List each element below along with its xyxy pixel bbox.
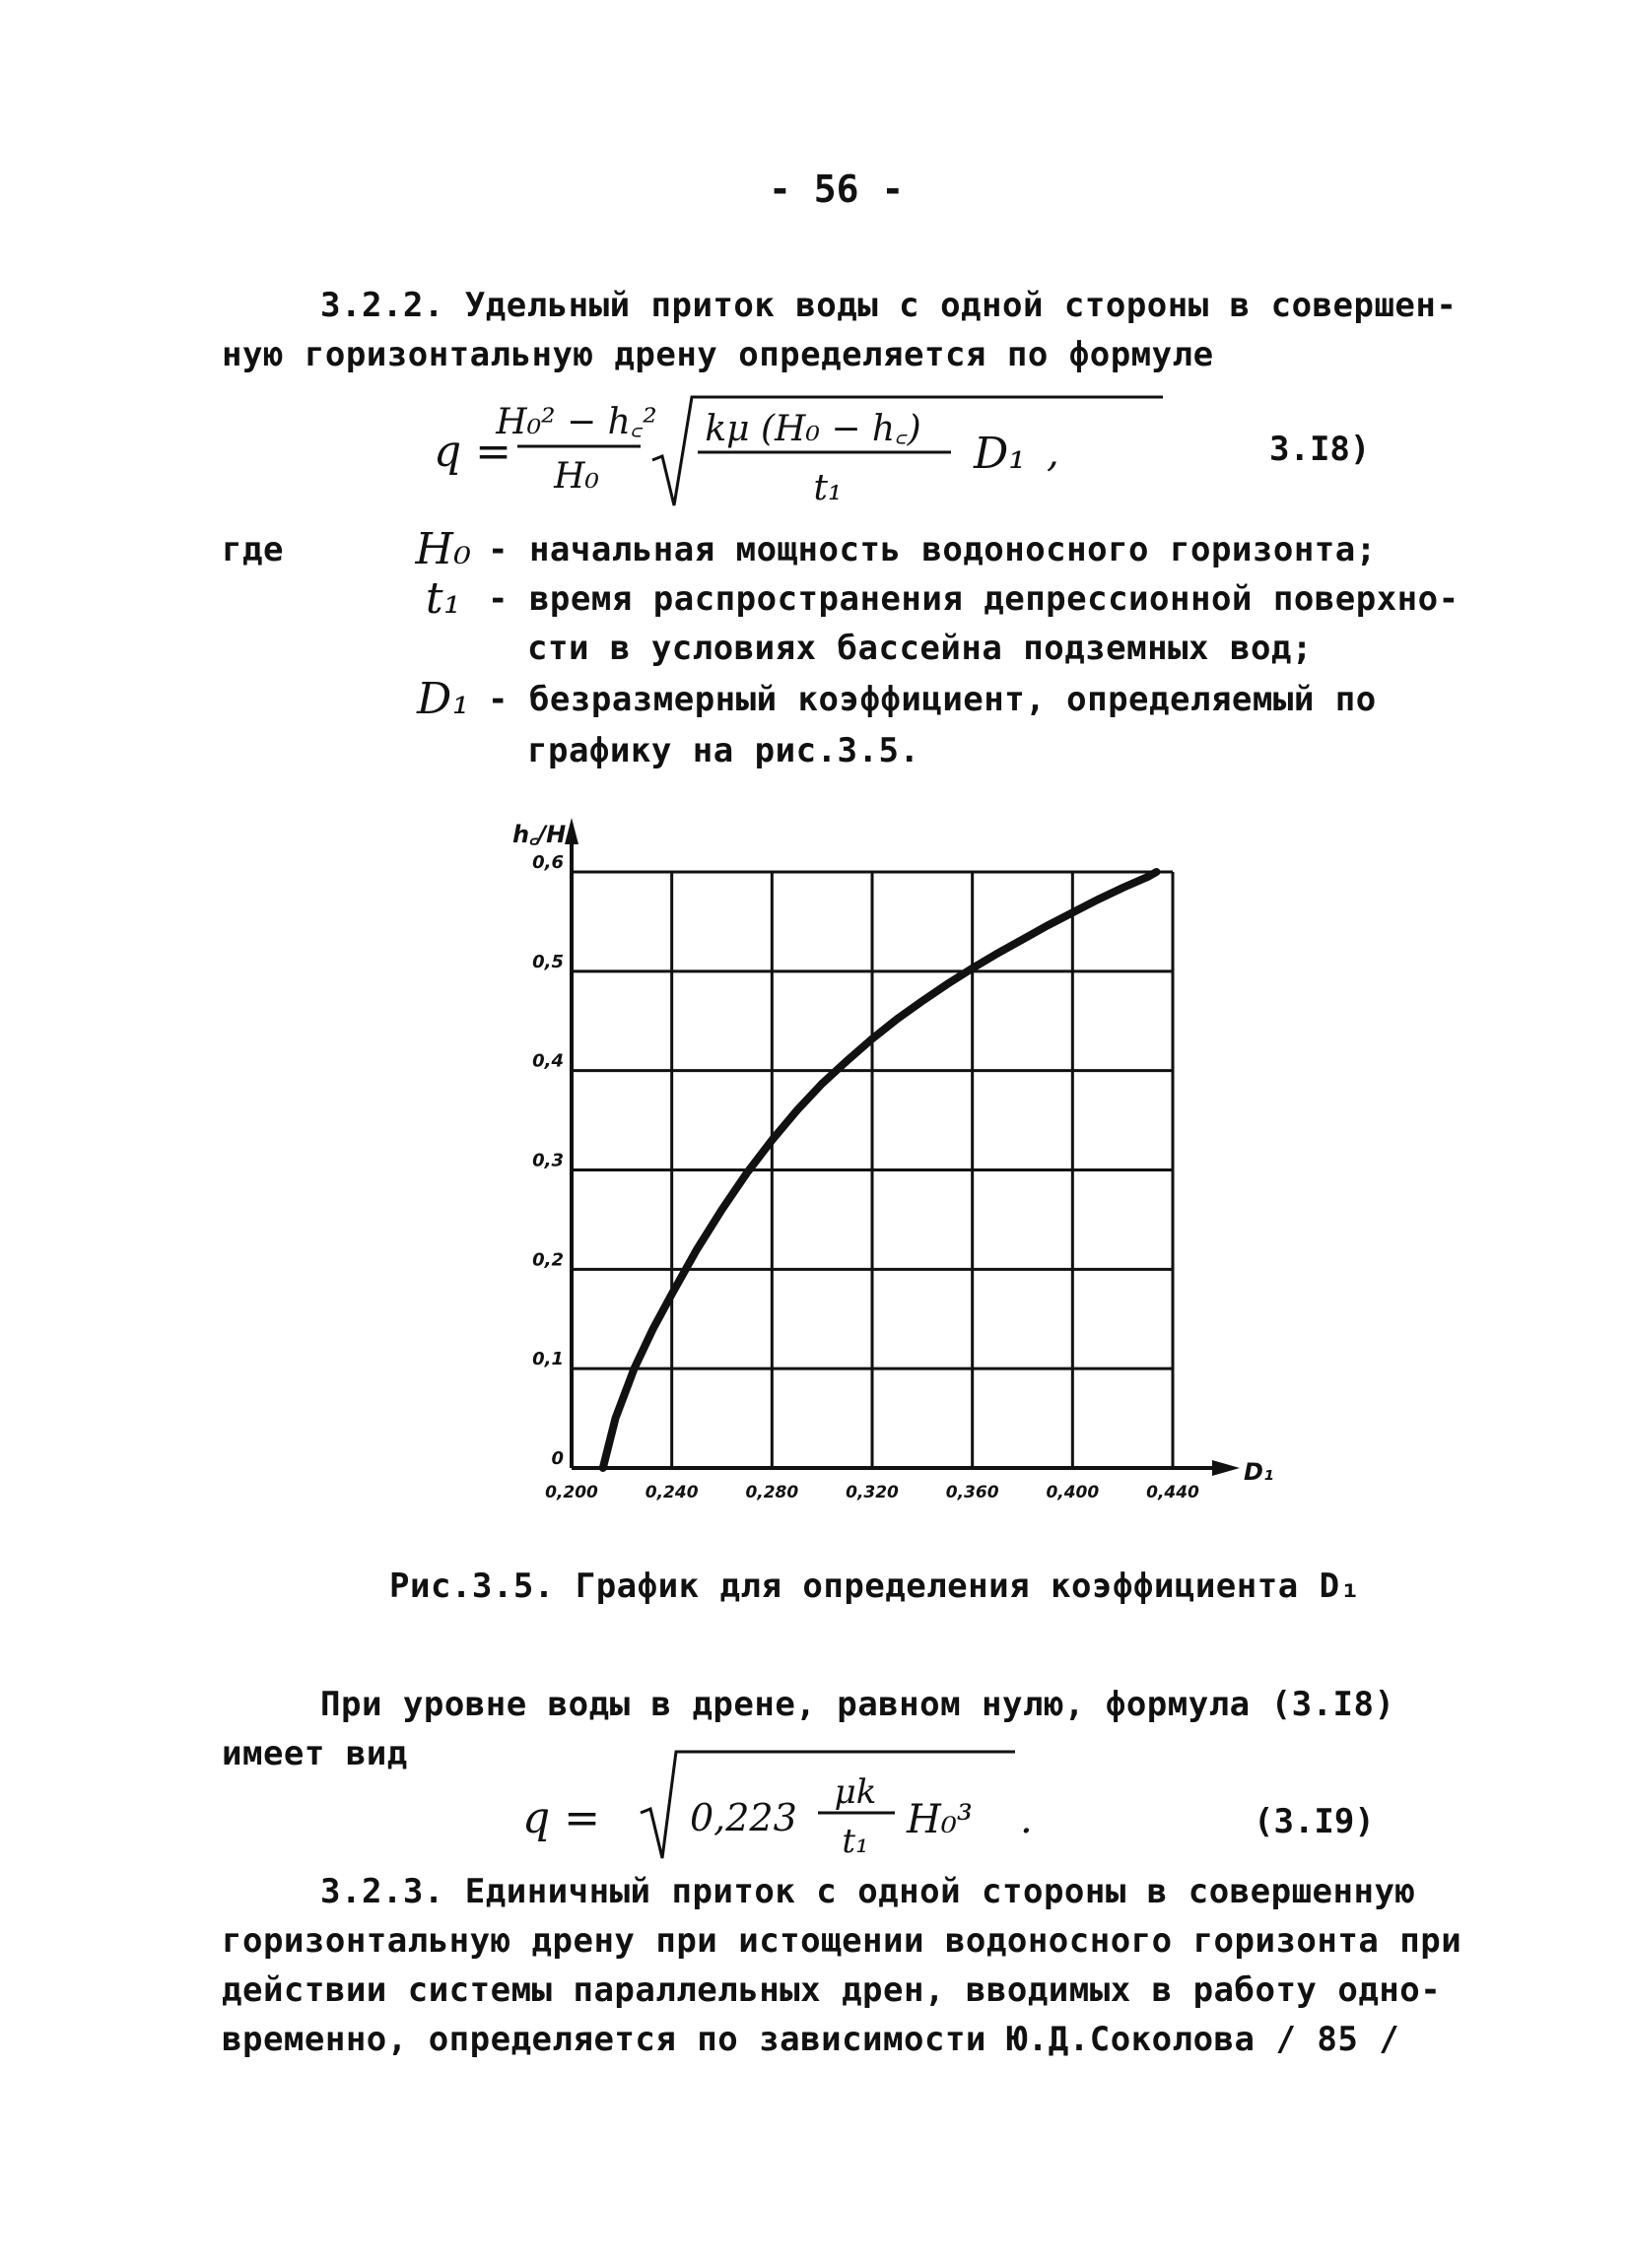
section-322-line-2: ную горизонтальную дрену определяется по формуле: [222, 335, 1214, 374]
definition-2-symbol: t₁: [425, 573, 462, 624]
formula-318-root-denominator: t₁: [813, 468, 843, 508]
formula-319-lhs: q =: [522, 1793, 601, 1843]
y-tick-label: 0: [551, 1448, 564, 1469]
definition-1-text: - начальная мощность водоносного горизонта;: [488, 530, 1377, 569]
x-tick-label: 0,400: [1046, 1483, 1100, 1502]
definition-3-symbol: D₁: [417, 674, 470, 724]
definition-1: [0, 524, 1630, 579]
x-tick-label: 0,320: [846, 1483, 899, 1502]
formula-319-label: (3.I9): [1254, 1802, 1375, 1841]
paragraph-319-line-1: При уровне воды в дрене, равном нулю, формула (3.I8): [320, 1685, 1395, 1724]
section-323-line-3: действии системы параллельных дрен, вводимых в работу одно-: [222, 1970, 1442, 2010]
paragraph-319-line-2: имеет вид: [222, 1734, 408, 1773]
x-tick-label: 0,440: [1146, 1483, 1199, 1502]
definition-3-cont-text: графику на рис.3.5.: [527, 731, 920, 770]
definition-2-cont: [0, 629, 1630, 678]
definition-2-text: - время распространения депрессионной поверхно-: [488, 579, 1460, 619]
section-322-line-1: 3.2.2. Удельный приток воды с одной стороны в совершен-: [320, 286, 1458, 325]
definition-3: [0, 674, 1630, 729]
section-323-line-2: горизонтальную дрену при истощении водоносного горизонта при: [222, 1921, 1462, 1961]
y-tick-label: 0,2: [532, 1249, 564, 1271]
chart: [493, 798, 1281, 1517]
formula-318-label: 3.I8): [1269, 430, 1371, 469]
formula-319-dot: .: [1020, 1797, 1033, 1842]
where-label: где: [222, 530, 284, 569]
formula-319-frac-den: t₁: [842, 1822, 869, 1861]
x-tick-label: 0,360: [945, 1483, 999, 1502]
formula-318: [434, 389, 1419, 517]
figure-caption: Рис.3.5. График для определения коэффициента D₁: [389, 1567, 1361, 1606]
y-tick-label: 0,5: [532, 951, 564, 972]
definition-3-text: - безразмерный коэффициент, определяемый по: [488, 680, 1377, 719]
formula-318-root-numerator: kμ (H₀ − h꜀): [705, 409, 921, 449]
definition-3-cont: [0, 731, 1630, 780]
page-number: - 56 -: [769, 167, 905, 211]
section-323-line-4: временно, определяется по зависимости Ю.Д.Соколова / 85 /: [222, 2020, 1400, 2059]
formula-319: [512, 1742, 1399, 1870]
definition-2-cont-text: сти в условиях бассейна подземных вод;: [527, 629, 1313, 668]
y-tick-label: 0,1: [532, 1349, 564, 1370]
definition-2: [0, 573, 1630, 629]
y-tick-label: 0,3: [532, 1150, 564, 1171]
section-323-line-1: 3.2.3. Единичный приток с одной стороны в совершенную: [320, 1872, 1416, 1911]
formula-319-term: H₀³: [907, 1797, 973, 1842]
x-tick-label: 0,280: [745, 1483, 799, 1502]
y-axis-label: h꜀/H₀: [512, 821, 577, 848]
formula-318-denominator: H₀: [554, 456, 599, 497]
formula-318-numerator: H₀² − h꜀²: [496, 402, 657, 442]
y-tick-label: 0,6: [532, 852, 564, 873]
chart-ticks: [532, 852, 1199, 1502]
formula-318-comma: ,: [1047, 431, 1059, 476]
formula-319-coef: 0,223: [690, 1796, 797, 1839]
formula-318-lhs: q =: [434, 427, 512, 477]
x-axis-arrow: [1212, 1460, 1240, 1476]
formula-319-frac-num: μk: [834, 1772, 877, 1812]
x-tick-label: 0,240: [645, 1483, 699, 1502]
y-tick-label: 0,4: [532, 1050, 564, 1072]
formula-318-factor: D₁: [974, 429, 1026, 479]
chart-grid: [572, 872, 1173, 1468]
definition-1-symbol: H₀: [415, 524, 472, 574]
x-axis-label: D₁: [1244, 1458, 1274, 1486]
x-tick-label: 0,200: [545, 1483, 598, 1502]
